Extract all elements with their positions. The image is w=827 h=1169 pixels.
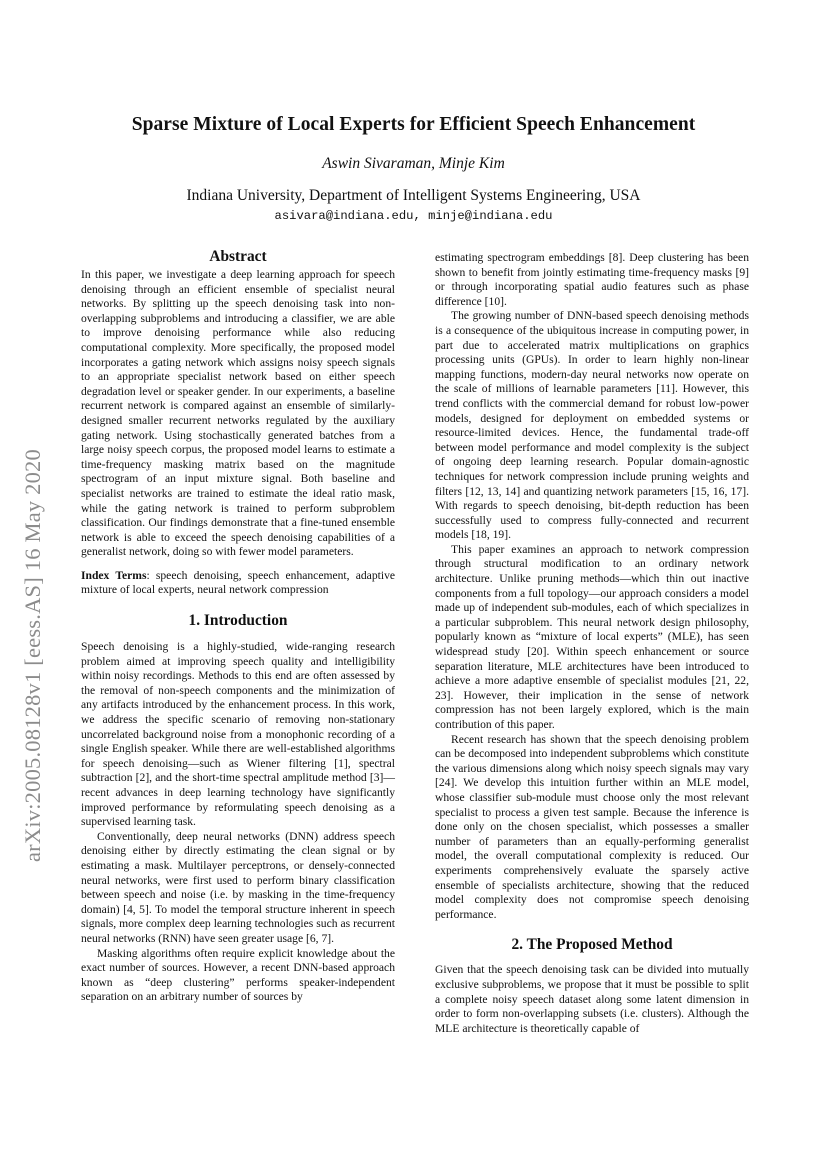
paper-title: Sparse Mixture of Local Experts for Efficient Speech Enhancement (131, 114, 696, 135)
left-column (81, 248, 395, 1005)
intro-paragraph: This paper examines an approach to network compression through structural modification to an ordinary network architecture. Unlike pruning methods—which thin out inactive components from a full topology—our approach considers a model made up of independent sub-modules, each of which specializes in a particular subproblem. This neural network design philosophy, popularly known as “mixture of local experts” (MLE), has seen widespread study [20]. Within speech enhancement or source separation literature, MLE architectures have been introduced to achieve a more adaptive ensemble of specialist modules [21, 22, 23]. However, their implication in the sense of network compression has not been largely explored, which is the main contribution of this paper. (435, 542, 749, 731)
method-paragraph: Given that the speech denoising task can be divided into mutually exclusive subproblems, we propose that it must be possible to split a complete noisy speech dataset along some latent dimension in order to form non-overlapping subsets (i.e. clusters). Although the MLE architecture is theoretically capable of (435, 963, 749, 1035)
intro-paragraph: Conventionally, deep neural networks (DNN) address speech denoising either by directly estimating the clean signal or by estimating a mask. Multilayer perceptrons, or densely-connected neural networks, were first used to perform binary classification between speech and noise (i.e. by masking in the time-frequency domain) [4, 5]. To model the temporal structure inherent in speech signals, more complex deep learning technologies such as recurrent neural networks (RNN) have seen greater usage [6, 7]. (81, 829, 395, 945)
paper-emails: asivara@indiana.edu, minje@indiana.edu (274, 209, 553, 223)
intro-paragraph: The growing number of DNN-based speech denoising methods is a consequence of the ubiquitous increase in computing power, in part due to accelerated matrix multiplications on graphics processing units (GPUs). In order to learn highly non-linear mapping functions, modern-day neural networks now operate on the scale of millions of learnable parameters [11]. However, this trend conflicts with the commercial demand for robust low-power models, designed for deployment on embedded systems or resource-limited devices. Hence, the fundamental trade-off between model performance and model complexity is the subject of ongoing deep learning research. Popular domain-agnostic techniques for network compression include pruning weights and filters [12, 13, 14] and quantizing network parameters [15, 16, 17]. With regards to speech denoising, bit-depth reduction has been successfully used to compress fully-connected and recurrent models [18, 19]. (435, 309, 749, 542)
arxiv-stamp: arXiv:2005.08128v1 [eess.AS] 16 May 2020 (20, 449, 45, 862)
intro-paragraph: Masking algorithms often require explicit knowledge about the exact number of sources. However, a recent DNN-based approach known as “deep clustering” performs speaker-independent separation on an arbitrary number of sources by (81, 946, 395, 1004)
intro-paragraph: Speech denoising is a highly-studied, wide-ranging research problem aimed at improving speech quality and intelligibility within noisy recordings. Methods to this end are often assessed by the removal of non-speech components and the minimization of any artifacts introduced by the enhancement process. In this work, we address the specific scenario of removing non-stationary uncorrelated background noise from a monophonic recording of a single English speaker. While there are well-established algorithms for speech denoising—such as Wiener filtering [1], spectral subtraction [2], and the short-time spectral amplitude method [3]—recent advances in deep learning technology have significantly improved performance by reformulating speech denoising as a supervised learning task. (81, 640, 395, 829)
intro-paragraph: Recent research has shown that the speech denoising problem can be decomposed into independent subproblems which constitute the various dimensions along which noisy speech signals may vary [24]. We develop this intuition further within an MLE model, whose classifier sub-module must choose only the most relevant specialist to process a given test sample. Because the inference is done only on the chosen specialist, which possesses a smaller number of parameters than an equally-performing generalist model, the overall computational complexity is reduced. Our experiments comprehensively evaluate the sparsely active ensemble of specialists architecture, showing that the reduced model complexity does not compromise speech denoising performance. (435, 732, 749, 921)
paper-affiliation: Indiana University, Department of Intelligent Systems Engineering, USA (186, 187, 641, 204)
index-terms-text: : speech denoising, speech enhancement, adaptive mixture of local experts, neural network compression (81, 568, 396, 597)
index-terms (81, 569, 395, 598)
index-terms-label: Index Terms (81, 568, 147, 582)
paper-authors: Aswin Sivaraman, Minje Kim (322, 155, 505, 172)
method-heading: 2. The Proposed Method (511, 936, 673, 954)
right-column (435, 251, 749, 1036)
abstract-text: In this paper, we investigate a deep learning approach for speech denoising through an efficient ensemble of specialist neural networks. By splitting up the speech denoising task into non-overlapping subproblems and introducing a classifier, we are able to improve denoising performance while also reducing computational complexity. More specifically, the proposed model incorporates a gating network which assigns noisy speech signals to an appropriate specialist network based on either speech degradation level or speaker gender. In our experiments, a baseline recurrent network is compared against an ensemble of similarly-designed smaller recurrent networks regulated by the auxiliary gating network. Using stochastically generated batches from a large noisy speech corpus, the proposed model learns to estimate a time-frequency masking matrix based on the magnitude spectrogram of an input mixture signal. Both baseline and specialist networks are trained to estimate the ideal ratio mask, while the gating network is trained to perform subproblem classification. Our findings demonstrate that a fine-tuned ensemble network is able to exceed the speech denoising capabilities of a generalist network, doing so with fewer model parameters. (81, 268, 395, 559)
introduction-heading: 1. Introduction (188, 612, 288, 630)
intro-paragraph: estimating spectrogram embeddings [8]. Deep clustering has been shown to benefit from jointly estimating time-frequency masks [9] or through incorporating spatial audio features such as phase difference [10]. (435, 251, 749, 308)
abstract-heading: Abstract (209, 248, 267, 265)
